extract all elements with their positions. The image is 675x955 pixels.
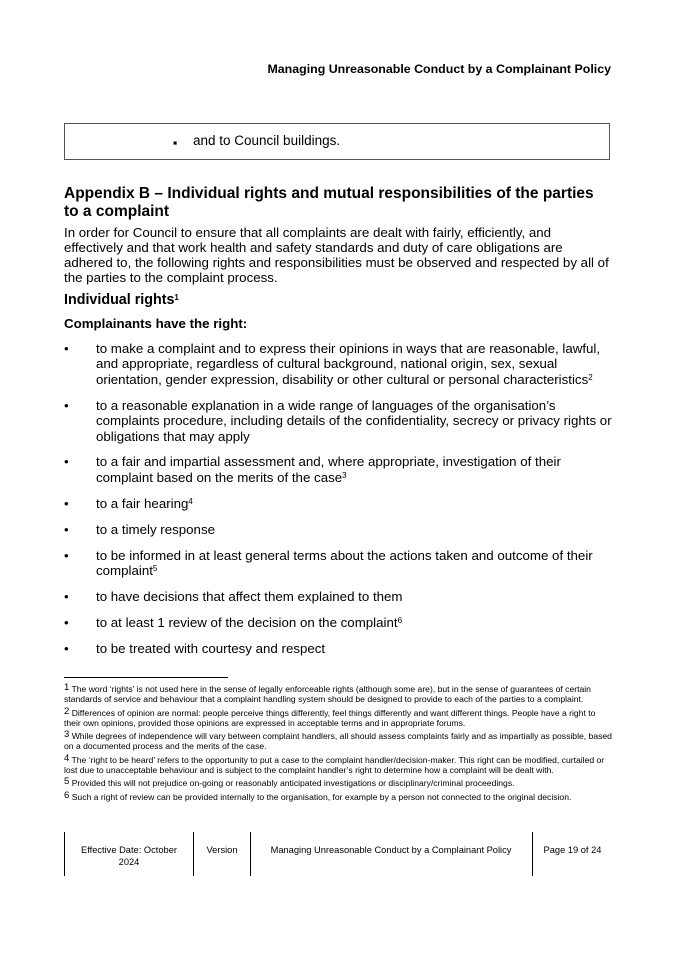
footnote	[64, 777, 612, 788]
page-footer-table	[64, 832, 612, 876]
complainants-subheading: Complainants have the right:	[64, 316, 248, 331]
footnote-ref: 2	[588, 372, 593, 382]
footer-effective-date: Effective Date: October 2024	[81, 845, 177, 867]
footnote-number: 6	[64, 789, 70, 801]
carryover-text: and to Council buildings.	[193, 133, 341, 148]
list-item-text: to be treated with courtesy and respect	[96, 640, 326, 656]
list-item	[64, 522, 612, 537]
list-item-text: to make a complaint and to express their opinions in ways that are reasonable, lawful, and appropriate, regardless of cultural background, national origin, sex, sexual orientation, gender expression, disability or other cultural or personal characteristics	[96, 341, 601, 387]
list-item-text: to a timely response	[96, 521, 215, 537]
footnote	[64, 754, 612, 776]
footnote-ref: 1	[174, 293, 179, 302]
footnote-number: 2	[64, 705, 70, 717]
individual-rights-heading	[64, 292, 179, 308]
footer-policy-name: Managing Unreasonable Conduct by a Complainant Policy	[270, 845, 512, 855]
list-item	[64, 548, 612, 579]
bullet-icon: •	[64, 397, 69, 413]
list-item	[64, 454, 612, 485]
list-item-text: to have decisions that affect them explained to them	[96, 588, 403, 604]
appendix-heading: Appendix B – Individual rights and mutual responsibilities of the parties to a complaint	[64, 185, 594, 220]
bullet-icon: •	[64, 547, 69, 563]
list-item	[64, 589, 612, 604]
list-item	[64, 641, 612, 656]
bullet-icon: •	[64, 495, 69, 511]
list-item-text: to be informed in at least general terms about the actions taken and outcome of their complaint	[96, 547, 593, 578]
footnote-ref: 5	[152, 563, 158, 573]
footnote-text: Differences of opinion are normal: people perceive things differently, feel things differently and want different things. People have a right to their own opinions, provided those opinions are expressed in acceptable terms and in appropriate forums.	[64, 707, 596, 728]
footnotes-list	[64, 683, 612, 804]
individual-rights-heading-text: Individual rights	[64, 292, 175, 308]
footnote-number: 5	[64, 776, 70, 788]
bullet-icon: •	[64, 588, 69, 604]
footnote-ref: 4	[188, 496, 193, 506]
footer-page-number: Page 19 of 24	[543, 845, 602, 855]
rights-bullet-list	[64, 341, 612, 667]
bullet-icon: •	[64, 614, 69, 630]
footnote-text: Provided this will not prejudice on-going or reasonably anticipated investigations or disciplinary/criminal proceedings.	[71, 778, 515, 789]
list-item-text: to at least 1 review of the decision on the complaint	[96, 614, 398, 630]
footnote-text: Such a right of review can be provided internally to the organisation, for example by a person not connected to the original decision.	[71, 791, 572, 802]
list-item-text: to a fair hearing	[96, 495, 189, 511]
footnote-ref: 6	[397, 615, 403, 625]
footer-version: Version	[206, 845, 238, 855]
list-item	[64, 615, 612, 630]
footnote	[64, 791, 612, 802]
appendix-intro-paragraph: In order for Council to ensure that all complaints are dealt with fairly, efficiently, and effectively and that work health and safety standards and duty of care obligations are adhered to, the following rights and responsibilities must be observed and respected by all of the parties to the complaint process.	[64, 225, 609, 285]
list-item-text: to a fair and impartial assessment and, where appropriate, investigation of their complaint based on the merits of the case	[96, 454, 561, 485]
footnote	[64, 707, 612, 729]
footnote-text: The word ‘rights’ is not used here in the sense of legally enforceable rights (although some are), but in the sense of guarantees of certain standards of service and behaviour that a complaint handling system should be designed to provide to each of the parties to a complaint.	[64, 684, 591, 705]
footnote-ref: 3	[342, 470, 347, 480]
footnote	[64, 683, 612, 705]
list-item	[64, 341, 612, 387]
footnote-separator	[64, 677, 228, 678]
bullet-icon: •	[64, 454, 69, 470]
bullet-icon: •	[64, 640, 69, 656]
footnote-number: 3	[64, 729, 70, 741]
list-item	[64, 496, 612, 511]
footnote-number: 4	[64, 752, 70, 764]
square-bullet-icon: ▪	[173, 136, 178, 150]
footnote-text: The ‘right to be heard’ refers to the opportunity to put a case to the complaint handler/decision-maker. This right can be modified, curtailed or lost due to unacceptable behaviour and is subject to the complaint handler’s right to determine how a complaint will be dealt with.	[64, 754, 605, 776]
list-item-text: to a reasonable explanation in a wide range of languages of the organisation’s complaints procedure, including details of the confidentiality, secrecy or privacy rights or obligations that may apply	[96, 397, 612, 444]
footnote	[64, 730, 612, 752]
running-header-title: Managing Unreasonable Conduct by a Complainant Policy	[267, 62, 611, 76]
list-item	[64, 398, 612, 444]
footnote-text: While degrees of independence will vary between complaint handlers, all should assess complaints fairly and as impartially as possible, based on a documented process and the merits of the case.	[64, 731, 612, 752]
footnote-number: 1	[64, 682, 70, 693]
bullet-icon: •	[64, 521, 69, 537]
bullet-icon: •	[64, 341, 69, 356]
